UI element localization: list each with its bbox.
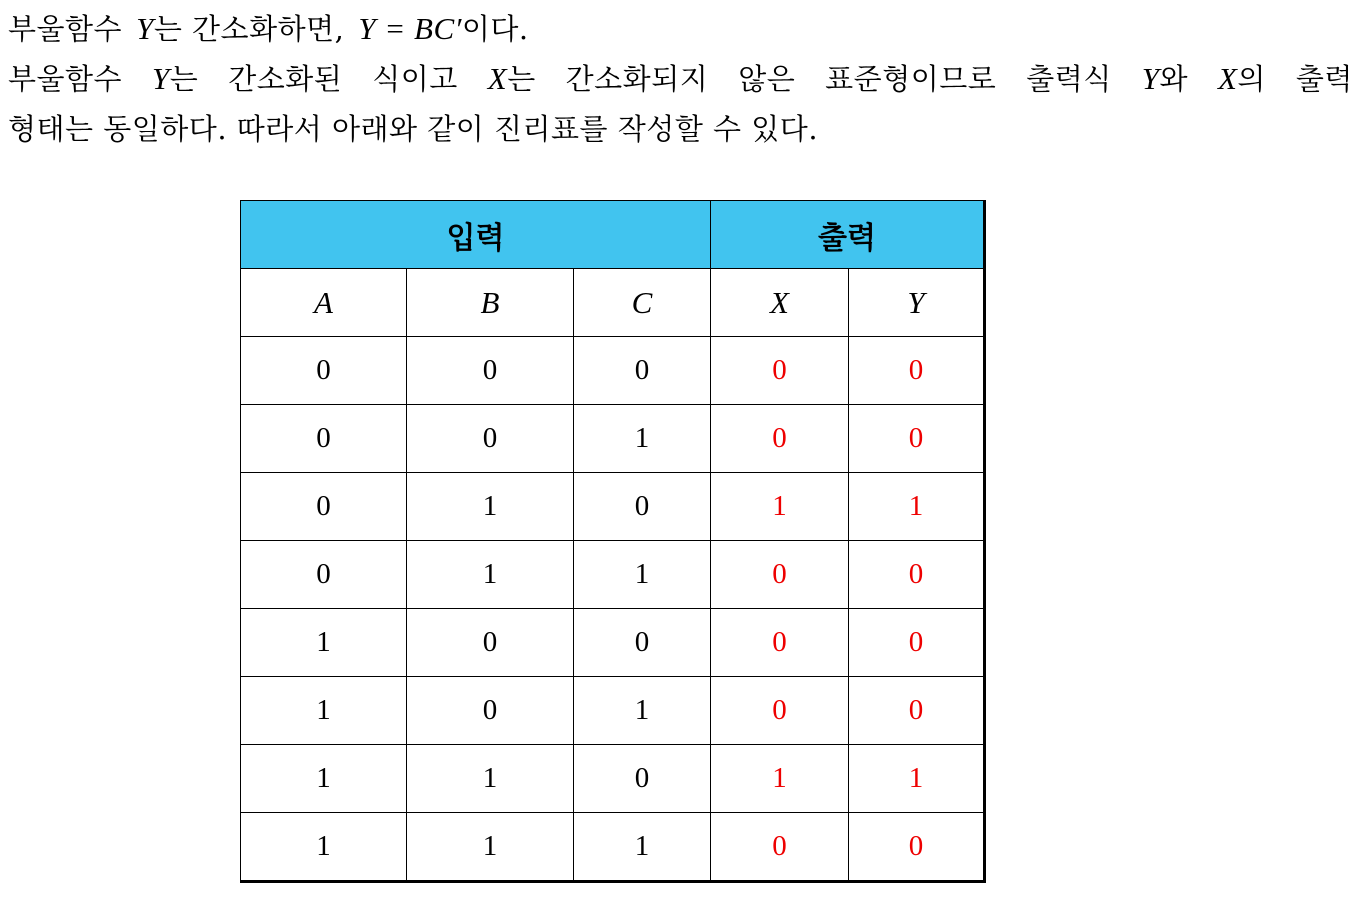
cell-c: 0 (574, 745, 711, 813)
cell-y: 0 (849, 813, 985, 882)
text-word: 간소화되지 (565, 62, 709, 96)
cell-x: 0 (711, 813, 849, 882)
text-word: 출력 (1295, 62, 1353, 96)
cell-a: 1 (241, 813, 407, 882)
cell-a: 1 (241, 745, 407, 813)
table-row (241, 337, 985, 405)
cell-c: 1 (574, 405, 711, 473)
cell-y: 0 (849, 609, 985, 677)
cell-b: 0 (407, 405, 574, 473)
cell-x: 0 (711, 677, 849, 745)
text-word: 간소화된 (228, 62, 343, 96)
explanation-paragraph (8, 4, 1353, 154)
cell-c: 1 (574, 541, 711, 609)
cell-b: 1 (407, 745, 574, 813)
cell-b: 1 (407, 541, 574, 609)
text-word: 표준형이므로 (825, 62, 997, 96)
paragraph-line-3: 형태는 동일하다. 따라서 아래와 같이 진리표를 작성할 수 있다. (8, 112, 819, 146)
cell-b: 0 (407, 609, 574, 677)
cell-c: 0 (574, 473, 711, 541)
text-word (1218, 54, 1266, 104)
math-variable: X (1217, 61, 1238, 96)
truth-table-container (240, 200, 986, 883)
cell-c: 0 (574, 337, 711, 405)
cell-b: 0 (407, 677, 574, 745)
cell-x: 1 (711, 745, 849, 813)
cell-x: 0 (711, 609, 849, 677)
truth-table (240, 200, 986, 883)
cell-b: 0 (407, 337, 574, 405)
cell-x: 0 (711, 541, 849, 609)
variable-header-row (241, 269, 985, 337)
table-row (241, 745, 985, 813)
cell-a: 1 (241, 677, 407, 745)
column-header-a: A (241, 269, 407, 337)
table-row (241, 405, 985, 473)
cell-a: 0 (241, 337, 407, 405)
text-word (152, 54, 198, 104)
text-fragment: 와 (1159, 62, 1188, 96)
text-word: 않은 (738, 62, 796, 96)
cell-a: 1 (241, 609, 407, 677)
math-variable: Y (152, 61, 170, 96)
column-header-x: X (711, 269, 849, 337)
text-word: 식이고 (372, 62, 458, 96)
text-fragment: 의 (1237, 62, 1266, 96)
cell-y: 0 (849, 541, 985, 609)
input-group-header: 입력 (241, 201, 711, 269)
text-fragment: 부울함수 (8, 12, 123, 46)
cell-c: 0 (574, 609, 711, 677)
math-variable: Y (136, 11, 154, 46)
cell-y: 1 (849, 473, 985, 541)
cell-a: 0 (241, 541, 407, 609)
text-word: 출력식 (1026, 62, 1112, 96)
table-row (241, 609, 985, 677)
paragraph-line-1 (8, 4, 1353, 54)
group-header-row (241, 201, 985, 269)
text-fragment: 는 (169, 62, 199, 96)
cell-a: 0 (241, 473, 407, 541)
cell-a: 0 (241, 405, 407, 473)
text-word: 부울함수 (8, 62, 123, 96)
table-row (241, 813, 985, 882)
cell-y: 1 (849, 745, 985, 813)
output-group-header: 출력 (711, 201, 985, 269)
cell-x: 0 (711, 405, 849, 473)
cell-y: 0 (849, 337, 985, 405)
math-variable: X (487, 61, 508, 96)
paragraph-line-2 (8, 54, 1353, 104)
cell-x: 0 (711, 337, 849, 405)
column-header-c: C (574, 269, 711, 337)
cell-y: 0 (849, 677, 985, 745)
text-fragment: 는 (507, 62, 536, 96)
table-row (241, 677, 985, 745)
cell-b: 1 (407, 473, 574, 541)
cell-b: 1 (407, 813, 574, 882)
table-row (241, 541, 985, 609)
cell-c: 1 (574, 677, 711, 745)
cell-c: 1 (574, 813, 711, 882)
cell-y: 0 (849, 405, 985, 473)
table-row (241, 473, 985, 541)
text-word (488, 54, 536, 104)
text-word (1142, 54, 1188, 104)
cell-x: 1 (711, 473, 849, 541)
column-header-y: Y (849, 269, 985, 337)
math-equation: Y = BC′ (358, 11, 462, 46)
text-fragment: 이다. (461, 12, 529, 46)
text-fragment: 는 간소화하면, (153, 12, 345, 46)
math-variable: Y (1141, 61, 1160, 96)
column-header-b: B (407, 269, 574, 337)
